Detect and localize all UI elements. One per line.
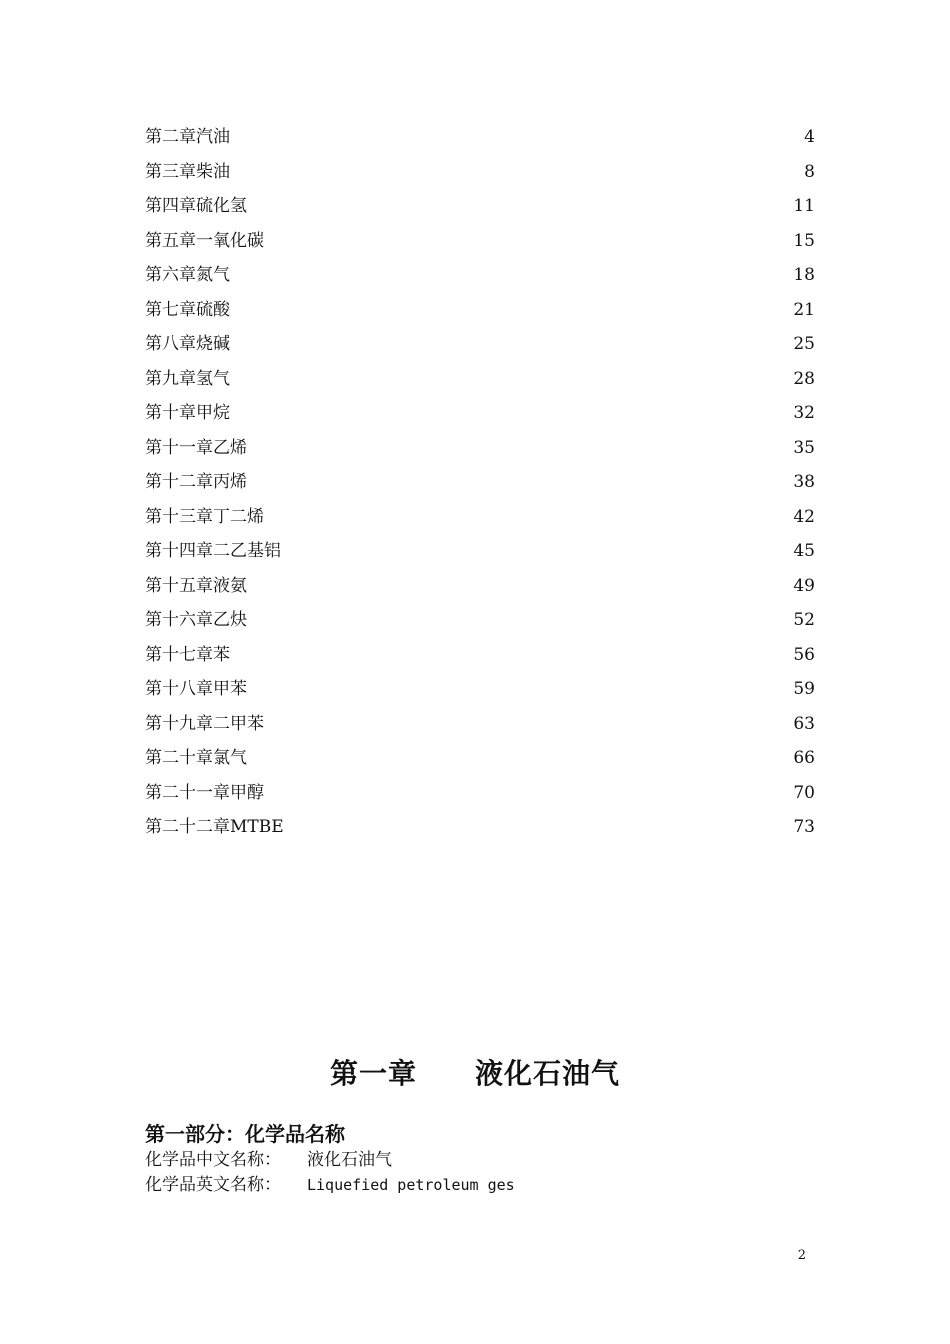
- toc-entry-page: 21: [793, 299, 815, 320]
- toc-entry-page: 25: [793, 334, 815, 354]
- toc-entry-page: 52: [793, 610, 815, 630]
- toc-entry-page: 45: [793, 541, 815, 561]
- toc-entry-page: 63: [793, 713, 815, 734]
- toc-entry[interactable]: [145, 157, 815, 192]
- toc-entry[interactable]: [145, 743, 815, 778]
- toc-entry-page: 11: [793, 196, 815, 216]
- toc-entry-title: 第四章硫化氢: [145, 196, 247, 216]
- field-label: 化学品英文名称：: [145, 1175, 281, 1195]
- toc-entry-page: 42: [793, 506, 815, 527]
- field-chinese-name: [145, 1148, 825, 1173]
- toc-entry[interactable]: [145, 640, 815, 675]
- toc-entry-page: 4: [804, 127, 815, 147]
- toc-entry-page: 49: [793, 575, 815, 596]
- toc-entry[interactable]: [145, 122, 815, 157]
- toc-entry-page: 66: [793, 748, 815, 768]
- toc-entry[interactable]: [145, 191, 815, 226]
- toc-entry[interactable]: [145, 709, 815, 744]
- toc-entry[interactable]: [145, 467, 815, 502]
- toc-entry-page: 59: [793, 679, 815, 699]
- toc-entry[interactable]: [145, 398, 815, 433]
- toc-entry-title: 第十六章乙炔: [145, 610, 247, 630]
- toc-entry-title: 第七章硫酸: [145, 299, 230, 320]
- toc-entry[interactable]: [145, 364, 815, 399]
- toc-entry-page: 8: [804, 161, 815, 182]
- section-chemical-name: [145, 1120, 825, 1198]
- toc-entry-title: 第十八章甲苯: [145, 679, 247, 699]
- table-of-contents: [145, 122, 815, 847]
- toc-entry[interactable]: [145, 674, 815, 709]
- toc-entry-title: 第十二章丙烯: [145, 472, 247, 492]
- toc-entry[interactable]: [145, 536, 815, 571]
- toc-entry-title: 第九章氢气: [145, 368, 230, 389]
- field-value: 液化石油气: [307, 1150, 392, 1170]
- toc-entry[interactable]: [145, 812, 815, 847]
- toc-entry-page: 73: [793, 817, 815, 837]
- toc-entry-title: 第三章柴油: [145, 161, 230, 182]
- toc-entry-title: 第五章一氧化碳: [145, 230, 264, 251]
- toc-entry-page: 18: [793, 265, 815, 285]
- toc-entry-title: 第二十章氯气: [145, 748, 247, 768]
- toc-entry-page: 38: [793, 472, 815, 492]
- toc-entry[interactable]: [145, 329, 815, 364]
- toc-entry-page: 56: [793, 644, 815, 665]
- chapter-heading: [0, 1052, 950, 1092]
- toc-entry-page: 35: [793, 437, 815, 458]
- toc-entry[interactable]: [145, 605, 815, 640]
- page-number: 2: [797, 1248, 806, 1263]
- toc-entry-page: 70: [793, 782, 815, 803]
- toc-entry-title: 第十章甲烷: [145, 403, 230, 423]
- toc-entry-title: 第六章氮气: [145, 265, 230, 285]
- toc-entry[interactable]: [145, 226, 815, 261]
- toc-entry-title: 第十七章苯: [145, 644, 230, 665]
- toc-entry-title: 第十一章乙烯: [145, 437, 247, 458]
- toc-entry-title: 第十九章二甲苯: [145, 713, 264, 734]
- chapter-number: 第一章: [329, 1057, 417, 1090]
- toc-entry[interactable]: [145, 260, 815, 295]
- toc-entry[interactable]: [145, 571, 815, 606]
- toc-entry-title: 第十三章丁二烯: [145, 506, 264, 527]
- toc-entry-title: 第八章烧碱: [145, 334, 230, 354]
- toc-entry-title: 第十五章液氨: [145, 575, 247, 596]
- toc-entry[interactable]: [145, 502, 815, 537]
- toc-entry[interactable]: [145, 778, 815, 813]
- field-value: Liquefied petroleum ges: [307, 1176, 515, 1194]
- field-label: 化学品中文名称：: [145, 1150, 281, 1170]
- toc-entry-page: 15: [793, 230, 815, 251]
- toc-entry-title: 第十四章二乙基铝: [145, 541, 281, 561]
- toc-entry[interactable]: [145, 295, 815, 330]
- toc-entry-title: 第二十二章MTBE: [145, 817, 284, 837]
- toc-entry[interactable]: [145, 433, 815, 468]
- toc-entry-title: 第二章汽油: [145, 127, 230, 147]
- chapter-name: 液化石油气: [475, 1057, 621, 1090]
- field-english-name: [145, 1173, 825, 1198]
- toc-entry-page: 32: [793, 403, 815, 423]
- toc-entry-page: 28: [793, 368, 815, 389]
- toc-entry-title: 第二十一章甲醇: [145, 782, 264, 803]
- section-title: 第一部分：化学品名称: [145, 1122, 345, 1146]
